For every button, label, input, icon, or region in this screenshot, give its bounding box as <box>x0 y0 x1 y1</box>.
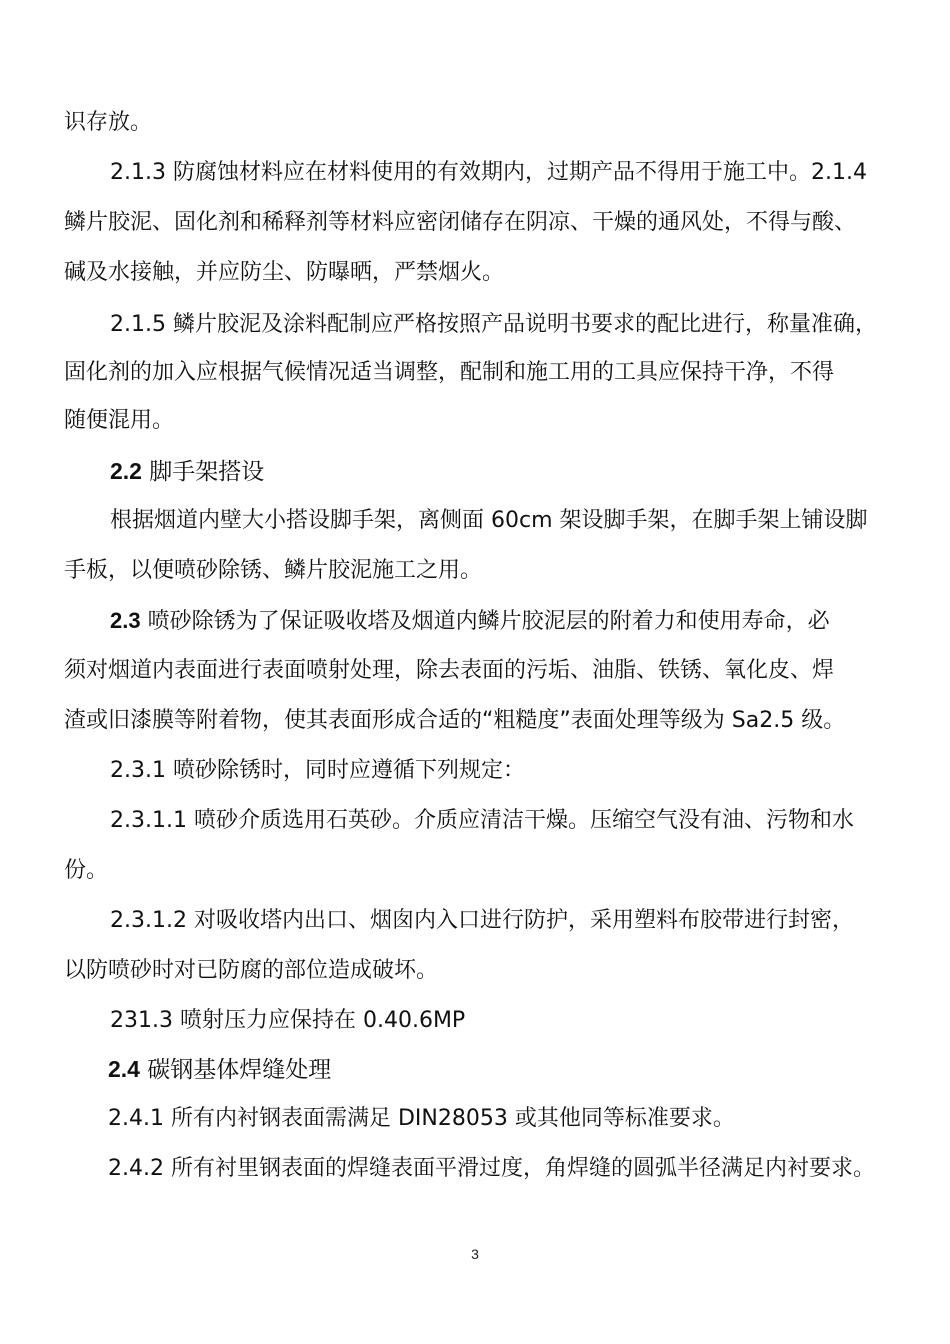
text-line: 以防喷砂时对已防腐的部位造成破坏。 <box>64 958 439 983</box>
text-line: 份。 <box>64 858 109 883</box>
text-line: 手板，以便喷砂除锈、鳞片胶泥施工之用。 <box>64 558 483 583</box>
section-number: 2.3 <box>110 608 141 633</box>
section-title: 碳钢基体焊缝处理 <box>139 1057 332 1083</box>
section-number: 2.4 <box>108 1056 140 1082</box>
text-line: 随便混用。 <box>64 408 175 433</box>
text-line: 2.3.1.1 喷砂介质选用石英砂。介质应清洁干燥。压缩空气没有油、污物和水 <box>110 808 854 833</box>
text-line: 2.1.5 鳞片胶泥及涂料配制应严格按照产品说明书要求的配比进行，称量准确， <box>110 312 877 337</box>
text-line: 固化剂的加入应根据气候情况适当调整，配制和施工用的工具应保持干净，不得 <box>64 360 835 385</box>
text-line: 渣或旧漆膜等附着物，使其表面形成合适的“粗糙度”表面处理等级为 Sa2.5 级。 <box>64 708 846 733</box>
text-line: 须对烟道内表面进行表面喷射处理，除去表面的污垢、油脂、铁锈、氧化皮、焊 <box>64 658 835 683</box>
text-line: 碱及水接触，并应防尘、防曝晒，严禁烟火。 <box>64 260 505 285</box>
page-number: 3 <box>471 1246 479 1262</box>
text-line: 2.3.1.2 对吸收塔内出口、烟囱内入口进行防护，采用塑料布胶带进行封密， <box>110 908 854 933</box>
section-heading-2-2 <box>110 456 264 486</box>
text-line: 识存放。 <box>64 110 153 135</box>
text-line: 2.4.1 所有内衬钢表面需满足 DIN28053 或其他同等标准要求。 <box>108 1106 735 1131</box>
text-line: 2.1.3 防腐蚀材料应在材料使用的有效期内，过期产品不得用于施工中。2.1.4 <box>110 160 867 185</box>
section-title: 脚手架搭设 <box>141 459 265 485</box>
text-line: 231.3 喷射压力应保持在 0.40.6MP <box>110 1008 466 1033</box>
section-heading-2-3 <box>110 606 830 636</box>
text-line: 2.3.1 喷砂除锈时，同时应遵循下列规定： <box>110 758 525 783</box>
section-text: 喷砂除锈为了保证吸收塔及烟道内鳞片胶泥层的附着力和使用寿命，必 <box>140 609 830 634</box>
text-line: 鳞片胶泥、固化剂和稀释剂等材料应密闭储存在阴凉、干燥的通风处，不得与酸、 <box>64 210 857 235</box>
text-line: 根据烟道内壁大小搭设脚手架，离侧面 60cm 架设脚手架，在脚手架上铺设脚 <box>110 508 868 533</box>
section-heading-2-4 <box>108 1054 331 1084</box>
section-number: 2.2 <box>110 458 142 484</box>
text-line: 2.4.2 所有衬里钢表面的焊缝表面平滑过度，角焊缝的圆弧半径满足内衬要求。 <box>108 1156 875 1181</box>
